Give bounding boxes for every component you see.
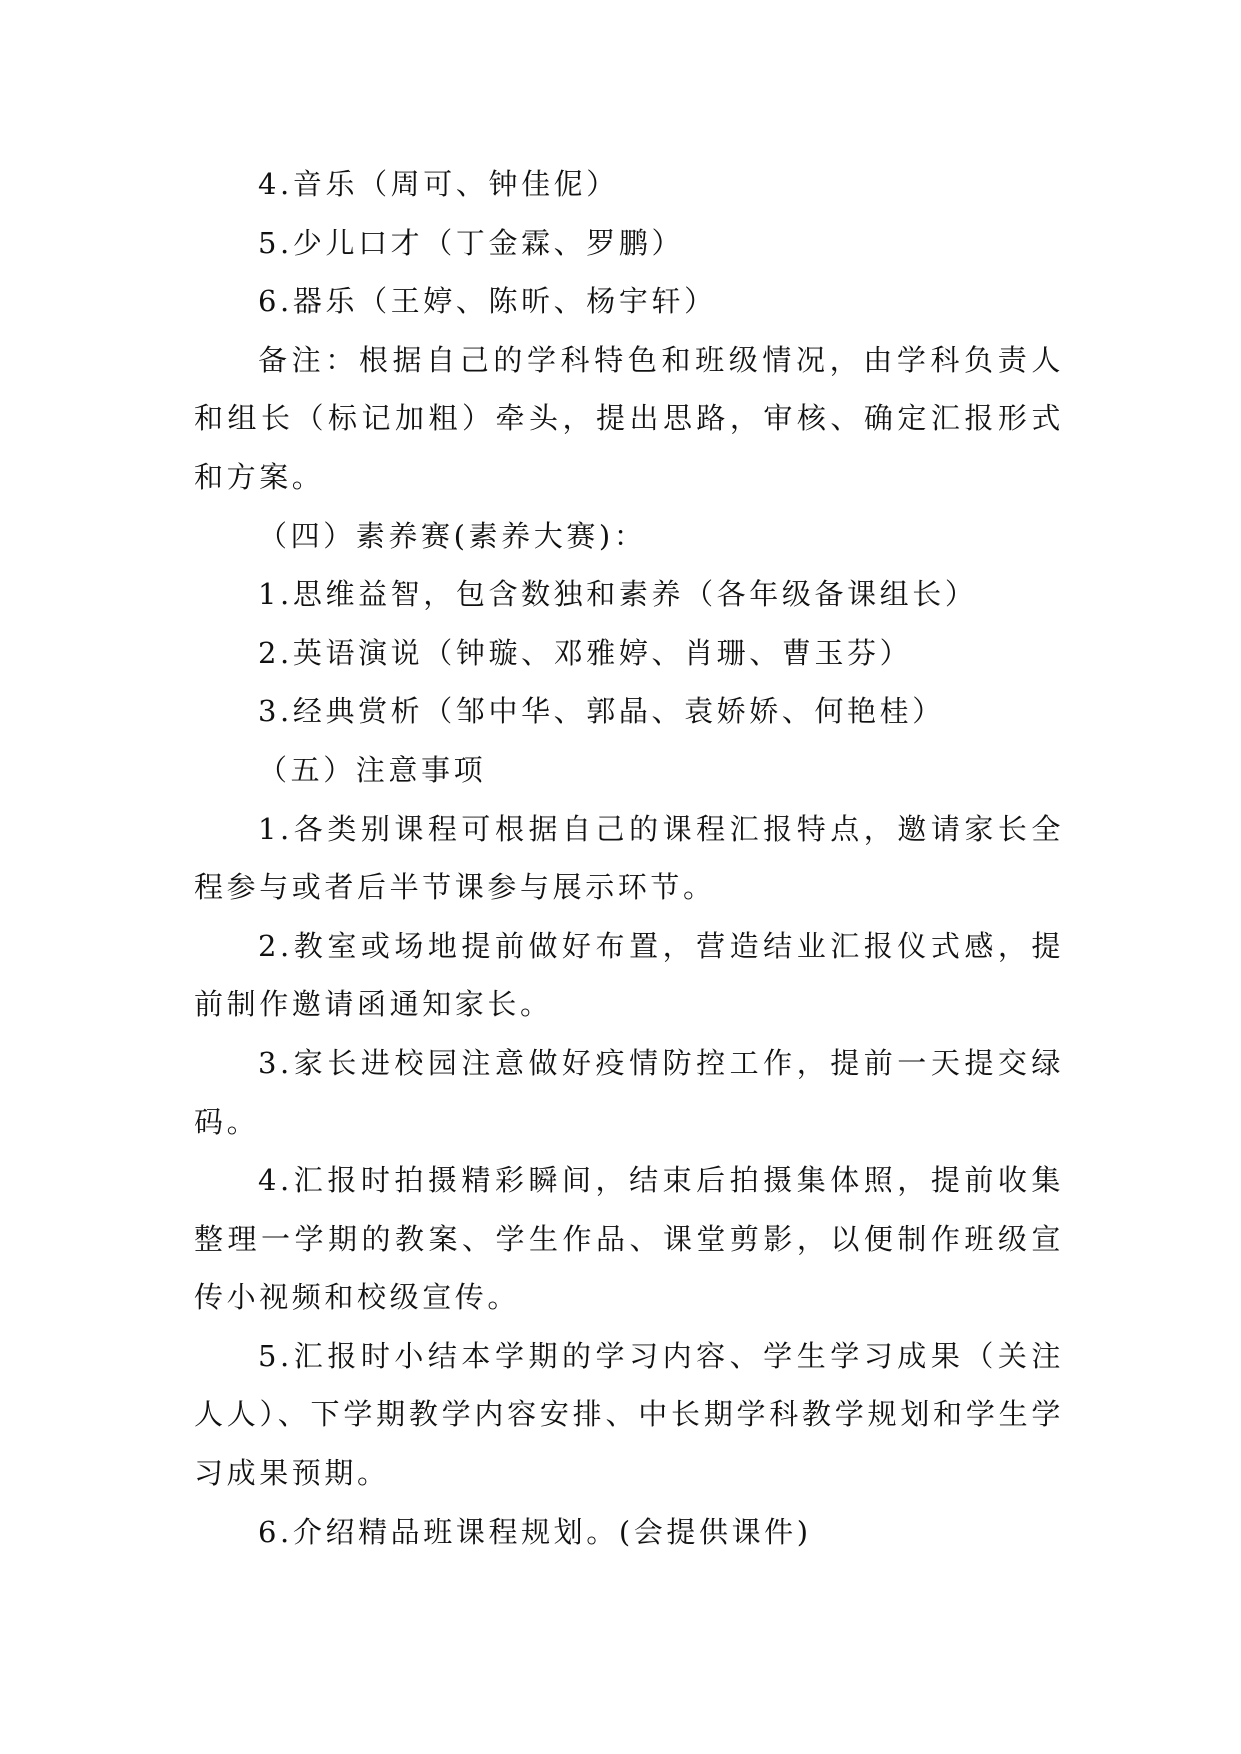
document-body [194, 155, 1064, 1561]
paragraph-music: 4.音乐（周可、钟佳伲） [258, 167, 619, 201]
paragraph-classics: 3.经典赏析（邹中华、郭晶、袁娇娇、何艳桂） [258, 694, 945, 729]
paragraph-note-1: 1.各类别课程可根据自己的课程汇报特点，邀请家长全程参与或者后半节课参与展示环节。 [194, 811, 1064, 905]
paragraph-note-3: 3.家长进校园注意做好疫情防控工作，提前一天提交绿码。 [194, 1045, 1064, 1139]
paragraph-english: 2.英语演说（钟璇、邓雅婷、肖珊、曹玉芬） [258, 635, 913, 670]
paragraph-instruments: 6.器乐（王婷、陈昕、杨宇轩） [258, 284, 717, 319]
paragraph-note-6: 6.介绍精品班课程规划。(会提供课件) [258, 1514, 812, 1549]
paragraph-note-2: 2.教室或场地提前做好布置，营造结业汇报仪式感，提前制作邀请函通知家长。 [194, 928, 1064, 1022]
paragraph-thinking: 1.思维益智，包含数独和素养（各年级备课组长） [258, 577, 978, 612]
paragraph-note-5: 5.汇报时小结本学期的学习内容、学生学习成果（关注人人）、下学期教学内容安排、中长期学科教学规划和学生学习成果预期。 [194, 1338, 1064, 1491]
section-heading-competition: （四）素养赛(素养大赛)： [258, 518, 647, 553]
paragraph-remark: 备注：根据自己的学科特色和班级情况，由学科负责人和组长（标记加粗）牵头，提出思路，审核、确定汇报形式和方案。 [194, 342, 1064, 494]
section-heading-notes: （五）注意事项 [258, 752, 487, 787]
paragraph-speech: 5.少儿口才（丁金霖、罗鹏） [258, 225, 685, 260]
paragraph-note-4: 4.汇报时拍摄精彩瞬间，结束后拍摄集体照，提前收集整理一学期的教案、学生作品、课堂剪影，以便制作班级宣传小视频和校级宣传。 [194, 1163, 1064, 1315]
